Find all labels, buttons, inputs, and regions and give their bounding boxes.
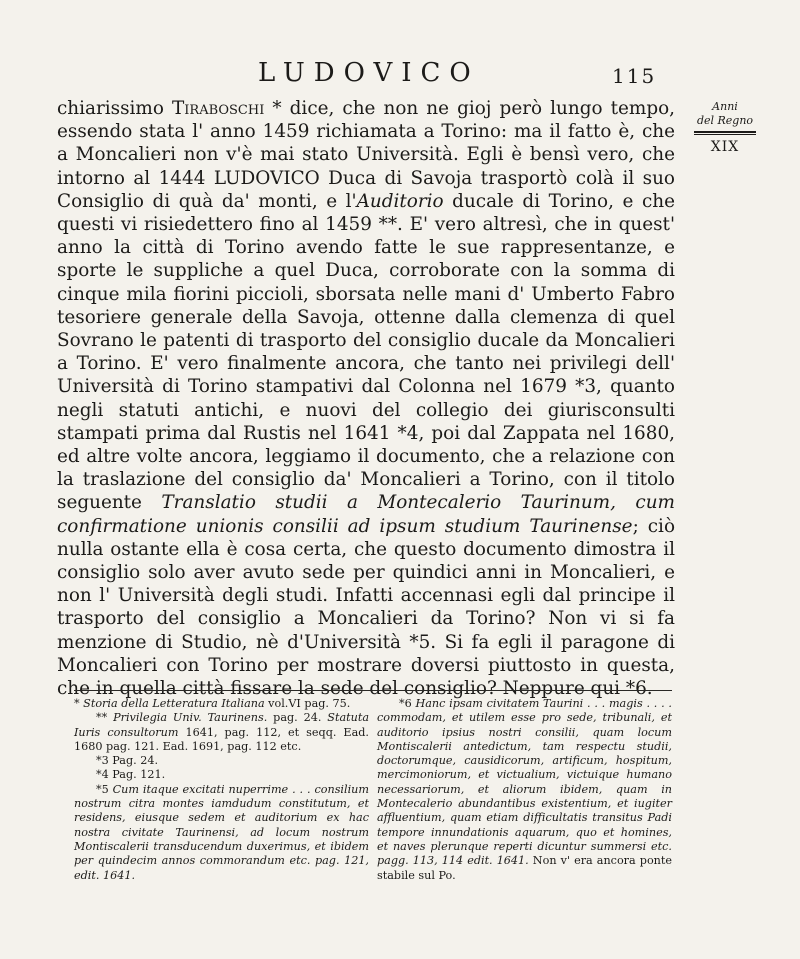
main-text-segment: * dice, che non ne gioj però lungo tempo, essendo stata l' anno 1459 richiamata a Torino: ma il fatto è, che a Moncalieri non v'è mai stato Università. Egli è bensì vero, che intorno al 1444 LUDOVICO Duca di Savoja trasportò colà il suo Consiglio di quà da' monti, e l' — [57, 98, 676, 212]
running-head — [0, 58, 800, 94]
footnote-divider — [74, 690, 672, 691]
footnote-text: vol.VI pag. 75. — [264, 697, 351, 710]
footnote-title: Statuta Iuris consultorum — [74, 711, 369, 739]
margin-divider-thin — [694, 134, 756, 135]
italic-term: Auditorio — [356, 190, 444, 212]
footnote-6 — [377, 697, 672, 883]
footnote-4: *4 Pag. 121. — [96, 768, 166, 782]
footnote-quote: Hanc ipsam civitatem Taurini . . . magis . . . . commodam, et utilem esse pro sede, tribunali, et auditorio ipsius nostri consilii, quam locum Montiscalerii antedictum, tam respectu studii, doctorumque, causidicorum, artificum, hospitum, mercimoniorum, et victualium, victuique humano necessariorum, et aliorum ibidem, quam in Montecalerio abundantibus existentium, et iugiter affluentium, quam etiam difficultatis transitus Padi tempore innundationis aquarum, quo et homines, et naves plerunque reperti dicuntur summersi etc. pagg. 113, 114 edit. 1641. — [377, 697, 672, 868]
page-number: 115 — [612, 64, 657, 88]
main-text-segment: ; ciò nulla ostante ella è cosa certa, che questo documento dimostra il consiglio solo aver avuto sede per quindici anni in Moncalieri, e non l' Università degli studi. Infatti accennasi egli dal principe il trasporto del consiglio a Moncalieri da Torino? Non vi si fa menzione di Studio, nè d'Università *5. Si fa egli il paragone di Moncalieri con Torino per mostrare doversi piuttosto in questa, che in quella città fissare la sede del consiglio? Neppure qui *6. — [57, 515, 676, 700]
margin-note-label-2: del Regno — [696, 114, 754, 127]
footnote-3: *3 Pag. 24. — [96, 754, 159, 768]
footnotes-right-column — [377, 697, 672, 883]
margin-note-label: Anni — [712, 100, 738, 113]
main-text-segment: ducale di Torino, e che questi vi risiedettero fino al 1459 **. E' vero altresì, che in quest' anno la città di Torino avendo fatte le sue rappresentanze, e sporte le suppliche a quel Duca, corroborate con la somma di cinque mila fiorini piccioli, sborsata nelle mani d' Umberto Fabro tesoriere generale della Savoja, ottenne dalla clemenza di quel Sovrano le patenti di trasporto del consiglio ducale da Moncalieri a Torino. E' vero finalmente ancora, che tanto nei privilegi dell' Università di Torino stampativi dal Colonna nel 1679 *3, quanto negli statuti antichi, e nuovi del collegio dei giurisconsulti stampati prima dal Rustis nel 1641 *4, poi dal Zappata nel 1680, ed altre volte ancora, leggiamo il documento, che a relazione con la traslazione del consiglio da' Moncalieri a Torino, con il titolo seguente — [57, 190, 675, 514]
margin-regnal-year: XIX — [710, 139, 740, 155]
footnote-text: pag. 24. — [267, 711, 328, 725]
document-title: Translatio studii a Montecalerio Taurinum, cum confirmatione unionis consilii ad ipsum studium Taurinense — [57, 492, 675, 537]
footnote-text: 1641, pag. 112, et seqq. Ead. 1680 pag. 121. Ead. 1691, pag. 112 etc. — [74, 725, 369, 753]
running-title: LUDOVICO — [258, 58, 480, 88]
footnote-mark: ** — [96, 711, 114, 725]
footnote-5 — [74, 783, 369, 883]
margin-note — [690, 100, 760, 154]
footnote-title: Storia della Letteratura Italiana — [83, 697, 265, 710]
margin-divider — [694, 131, 756, 133]
footnote-mark: *6 — [399, 697, 416, 710]
footnote-text: Non v' era ancora ponte stabile sul Po. — [377, 854, 672, 882]
footnote-2 — [74, 711, 369, 754]
footnotes-left-column — [74, 697, 369, 883]
footnote-1 — [74, 697, 369, 711]
footnote-mark: * — [74, 697, 84, 710]
footnote-quote: Cum itaque excitati nuperrime . . . consilium nostrum citra montes iamdudum constitutum, et residens, eiusque sedem et auditorium ex hac nostra civitate Taurinensi, ad locum nostrum Montiscalerii transducendum duxerimus, et ibidem per quindecim annos commorandum etc. pag. 121, edit. 1641. — [74, 782, 369, 882]
main-text-segment: chiarissimo — [57, 98, 172, 119]
author-name: Tiraboschi — [172, 98, 265, 119]
main-paragraph — [57, 97, 675, 700]
footnote-mark: *5 — [96, 782, 113, 796]
footnote-title: Privilegia Univ. Taurinens. — [113, 711, 268, 725]
